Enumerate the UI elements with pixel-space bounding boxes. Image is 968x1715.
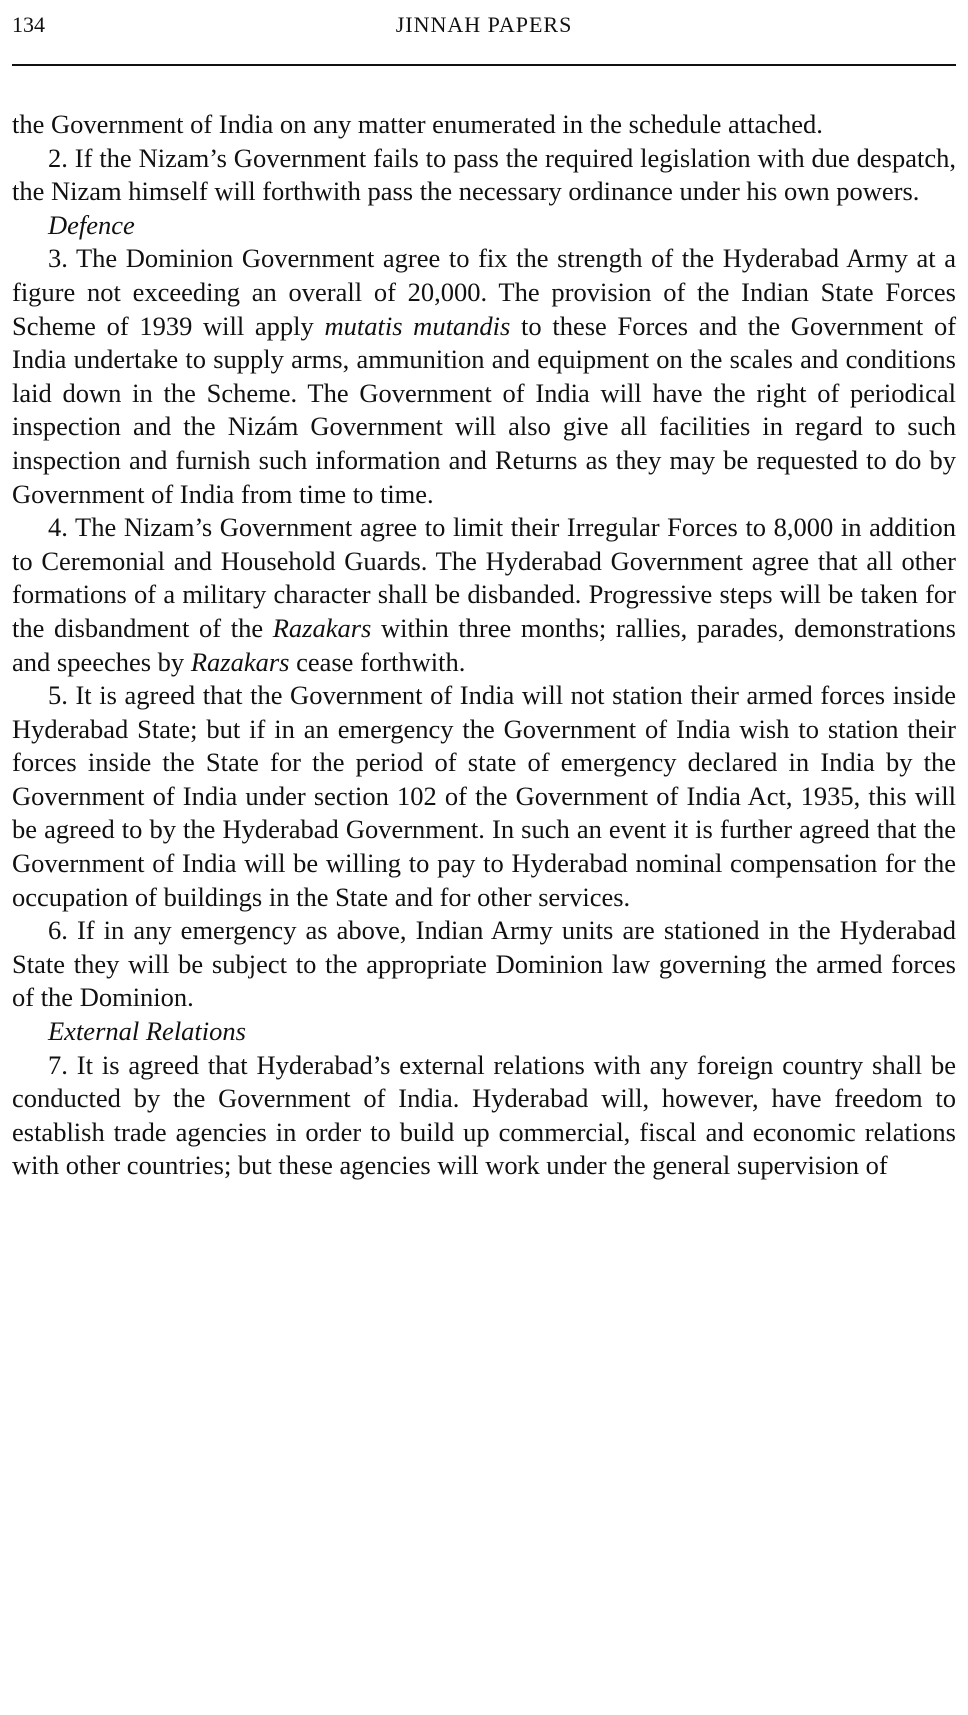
paragraph-4-italic-razakars-1: Razakars bbox=[272, 612, 372, 643]
paragraph-5: 5. It is agreed that the Government of India will not station their armed forces inside Hyderabad State; but if in an emergency the Government of India wish to station their forces inside the State for the period of state of emergency declared in India by the Government of India under section 102 of the Government of India Act, 1935, this will be agreed to by the Hyderabad Government. In such an event it is further agreed that the Government of India will be willing to pay to Hyderabad nominal compensation for the occupation of buildings in the State and for other services. bbox=[12, 680, 956, 912]
section-heading-defence: Defence bbox=[48, 209, 135, 240]
paragraph-7: 7. It is agreed that Hyderabad’s external relations with any foreign country shall be conducted by the Government of India. Hyderabad will, however, have freedom to establish trade agencies in order to build up commercial, fiscal and economic relations with other countries; but these agencies will work under the general supervision of bbox=[12, 1049, 956, 1181]
paragraph-4-italic-razakars-2: Razakars bbox=[190, 646, 290, 677]
paragraph-3-italic-phrase: mutatis mutandis bbox=[324, 310, 511, 341]
running-head-title: JINNAH PAPERS bbox=[395, 12, 573, 37]
page-number: 134 bbox=[12, 12, 45, 37]
paragraph-4-text-a: 4. The Nizam’s Government agree to limit their Irregular Forces to 8,000 in addition to Ceremonial and Household Guards. The Hyderabad Government agree that all other formations of a military character shall be disbanded. Progressive steps will be taken for the disbandment of the bbox=[12, 512, 956, 643]
paragraph-6: 6. If in any emergency as above, Indian Army units are stationed in the Hyderabad State they will be subject to the appropriate Dominion law governing the armed forces of the Dominion. bbox=[12, 915, 956, 1013]
page-header bbox=[12, 12, 956, 52]
paragraph-3 bbox=[12, 242, 956, 511]
paragraph-3-text-a: 3. The Dominion Government agree to fix the strength of the Hyderabad Army at a figure not exceeding an overall of 20,000. The provision of the Indian State Forces Scheme of 1939 will apply bbox=[12, 243, 956, 341]
paragraph-2: 2. If the Nizam’s Government fails to pass the required legislation with due despatch, the Nizam himself will forthwith pass the necessary ordinance under his own powers. bbox=[12, 142, 956, 207]
paragraph-3-text-c: to these Forces and the Government of India undertake to supply arms, ammunition and equipment on the scales and conditions laid down in the Scheme. The Government of India will have the right of periodical inspection and the Nizám Government will also give all facilities in regard to such inspection and furnish such information and Returns as they may be requested to do by Government of India from time to time. bbox=[12, 310, 957, 509]
body-text bbox=[12, 108, 956, 1183]
paragraph-4-text-e: cease forthwith. bbox=[289, 646, 466, 677]
section-heading-external-relations: External Relations bbox=[48, 1016, 246, 1047]
paragraph-4-text-c: within three months; rallies, parades, demonstrations and speeches by bbox=[12, 612, 956, 677]
paragraph-4 bbox=[12, 511, 956, 679]
header-rule bbox=[12, 64, 956, 66]
paragraph-continuation: the Government of India on any matter enumerated in the schedule attached. bbox=[12, 109, 823, 139]
